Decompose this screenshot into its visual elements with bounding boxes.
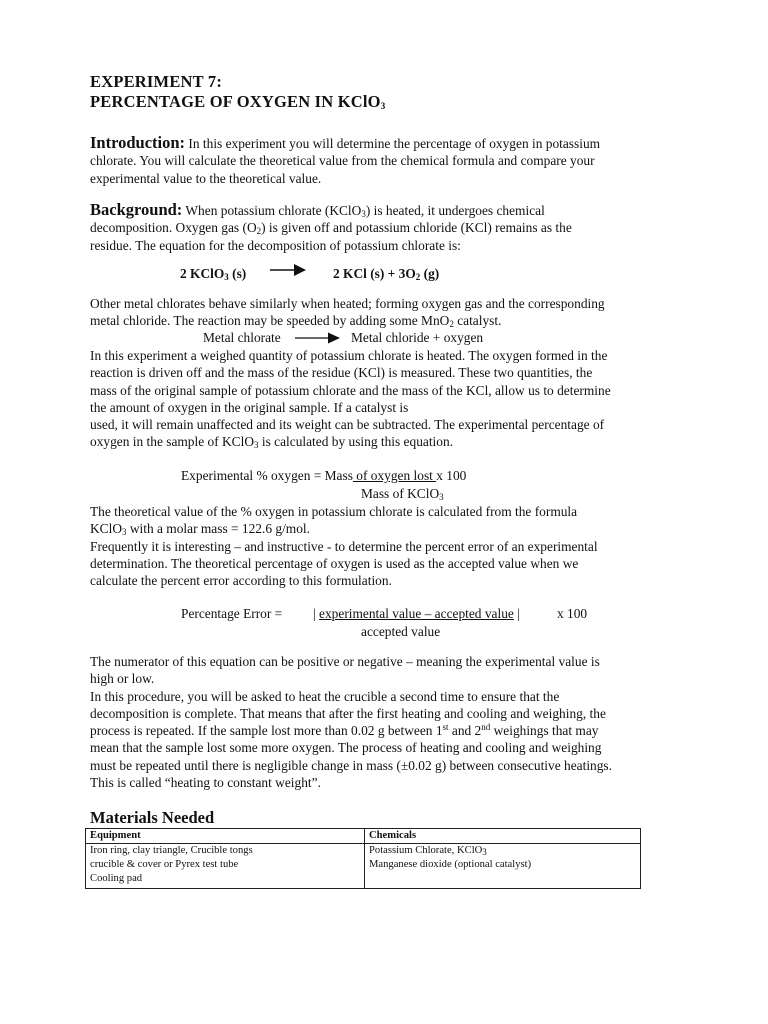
materials-heading: Materials Needed [90, 808, 215, 827]
list-item: crucible & cover or Pyrex test tube [90, 859, 239, 870]
table-row [86, 844, 641, 889]
decomposition-equation-products: 2 KCl $(s) + 3O_2$ (g) [333, 266, 440, 282]
list-item: Iron ring, clay triangle, Crucible tongs [90, 845, 253, 856]
procedure-notes-paragraph: The numerator of this equation can be positive or negative – meaning the experimental value is high or low. In this procedure, you will be asked to heat the crucible a second time to ensure that the decomposition is complete. That means that after the first heating and cooling and weighing, the process is repeated. If the sample lost more than 0.02 g between 1st and 2nd weighings that may mean that the sample lost some more oxygen. The process of heating and cooling and weighing must be repeated until there is negligible change in mass (±0.02 g) between consecutive heatings. This is called “heating to constant weight”. [90, 654, 612, 791]
introduction-heading: Introduction: [90, 133, 186, 152]
background-heading: Background: [90, 200, 183, 219]
equipment-column-header: Equipment [86, 829, 365, 844]
right-arrow-icon [294, 331, 342, 345]
list-item: Cooling pad [90, 873, 143, 884]
decomposition-equation-reactant: 2 KClO$_3$ (s) [180, 266, 247, 282]
percent-error-denominator: accepted value [361, 624, 441, 639]
theoretical-paragraph: The theoretical value of the % oxygen in potassium chlorate is calculated from the formula KClO$_3$ with a molar mass = 122.6 g/mol. Frequently it is interesting – and instructive - to determine the percent error of an experimental determination. The theoretical percentage of oxygen is used as the accepted value when we calculate the percent error according to this formulation. [90, 504, 598, 589]
percent-oxygen-formula: Experimental % oxygen = Mass of oxygen lost x 100 [181, 468, 467, 483]
list-item: Potassium Chlorate, KClO$_3$ [369, 845, 487, 857]
right-arrow-icon [268, 263, 308, 277]
experiment-number: EXPERIMENT 7: [90, 72, 223, 91]
percent-error-multiplier: x 100 [557, 606, 588, 621]
general-equation-products: Metal chloride + oxygen [351, 330, 484, 345]
chemicals-column-header: Chemicals [365, 829, 641, 844]
percent-oxygen-denominator: Mass of KClO$_3$ [361, 486, 444, 502]
background-paragraph: Background: When potassium chlorate (KClO$_3$) is heated, it undergoes chemical decomposition. Oxygen gas $(O_2)$ is given off and potassium chloride (KCl) remains as the residue. The equation for the decomposition of potassium chlorate is: [90, 200, 572, 253]
introduction-paragraph: Introduction: In this experiment you will determine the percentage of oxygen in potassium chlorate. You will calculate the theoretical value from the chemical formula and compare your experimental value to the theoretical value. [90, 133, 601, 186]
materials-table [85, 828, 641, 889]
general-equation-reactant: Metal chlorate [203, 330, 281, 345]
equipment-cell [86, 844, 365, 889]
procedure-paragraph: In this experiment a weighed quantity of potassium chlorate is heated. The oxygen formed in the reaction is driven off and the mass of the residue (KCl) is measured. These two quantities, the mass of the original sample of potassium chlorate and the mass of the KCl, allow us to determine the amount of oxygen in the original sample. If a catalyst is used, it will remain unaffected and its weight can be subtracted. The experimental percentage of oxygen in the sample of KClO$_3$ is calculated by using this equation. [90, 348, 611, 451]
percent-error-numerator: | experimental value – accepted value | [313, 606, 520, 621]
percent-error-label: Percentage Error = [181, 606, 283, 621]
metal-chlorates-paragraph: Other metal chlorates behave similarly when heated; forming oxygen gas and the corresponding metal chloride. The reaction may be speeded by adding some MnO$_2$ catalyst. [90, 296, 605, 330]
chemicals-cell [365, 844, 641, 889]
experiment-title: PERCENTAGE OF OXYGEN IN KClO$_3$ [90, 92, 386, 111]
table-header-row [86, 829, 641, 844]
list-item: Manganese dioxide (optional catalyst) [369, 859, 532, 870]
